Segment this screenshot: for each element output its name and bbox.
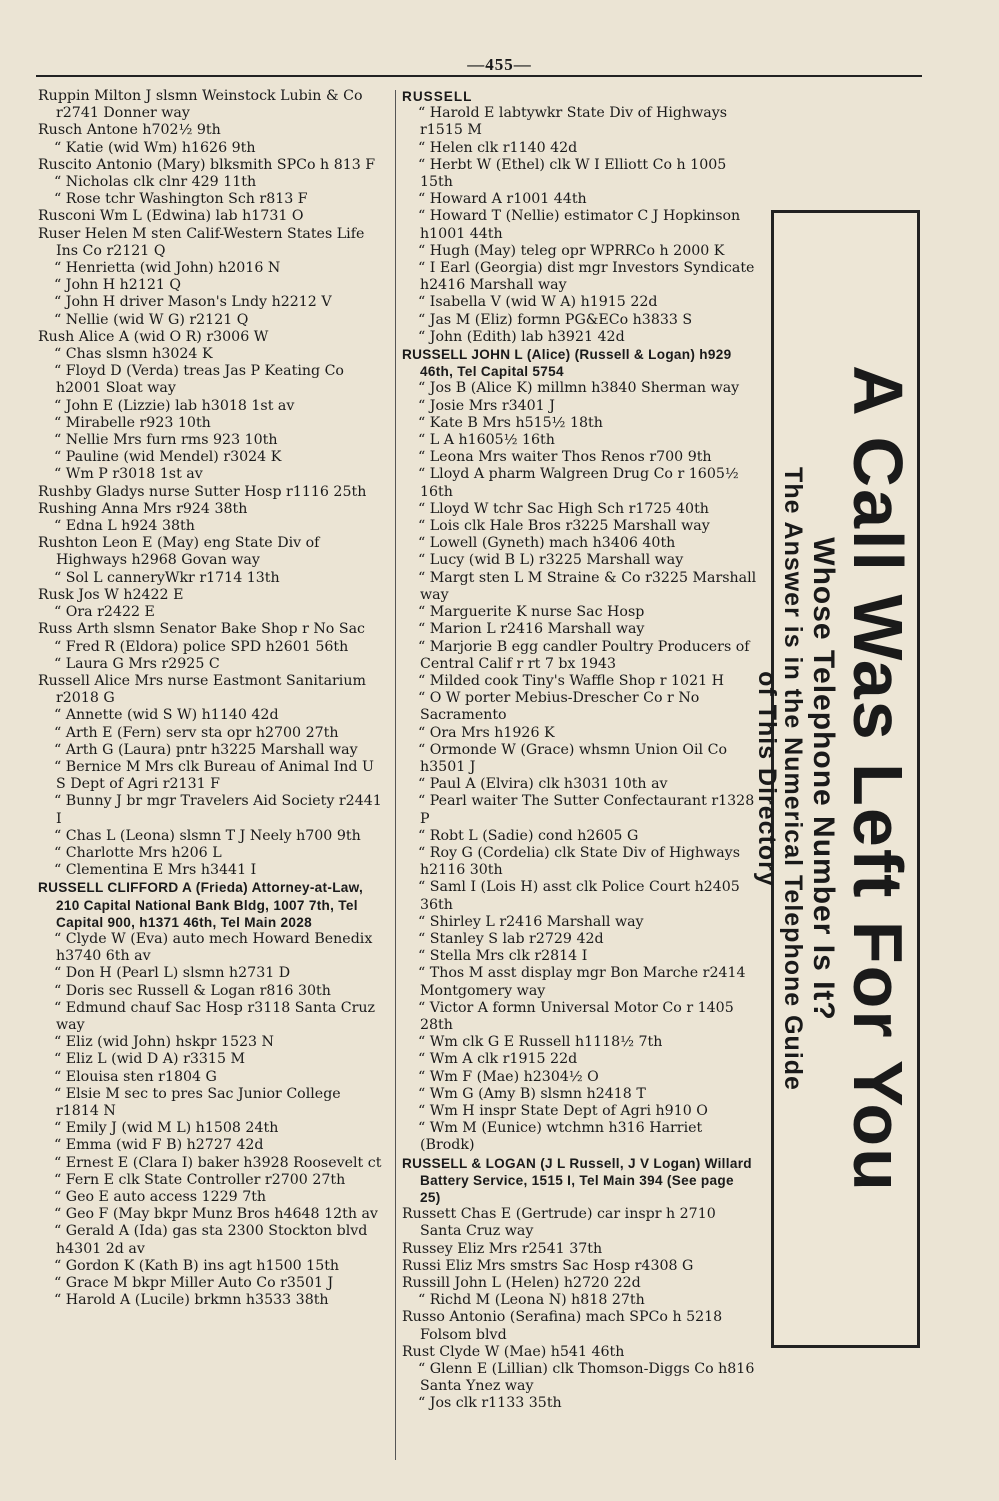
right-column	[402, 88, 757, 1413]
directory-entry: “ Lucy (wid B L) r3225 Marshall way	[418, 552, 684, 569]
directory-entry: “ Ernest E (Clara I) baker h3928 Roosevelt ct	[54, 1154, 382, 1171]
ad-line-1: Whose Telephone Number Is It?	[806, 537, 840, 1021]
directory-entry: “ Saml I (Lois H) asst clk Police Court h2405 36th	[418, 879, 740, 913]
directory-entry: “ Margt sten L M Straine & Co r3225 Marshall way	[418, 569, 757, 603]
ad-title: A Call Was Left For You	[838, 365, 917, 1193]
left-column	[38, 88, 388, 1309]
directory-entry: “ Helen clk r1140 42d	[418, 139, 578, 156]
directory-entry: “ Don H (Pearl L) slsmn h2731 D	[54, 965, 291, 982]
directory-entry: “ Clyde W (Eva) auto mech Howard Benedix h3740 6th av	[54, 930, 373, 965]
directory-entry: “ Rose tchr Washington Sch r813 F	[54, 191, 308, 208]
directory-entry: “ Lloyd A pharm Walgreen Drug Co r 1605½ 16th	[418, 466, 739, 500]
directory-entry: “ Elsie M sec to pres Sac Junior College r1814 N	[54, 1085, 341, 1119]
directory-entry: “ Josie Mrs r3401 J	[418, 397, 555, 414]
directory-entry-bold: RUSSELL CLIFFORD A (Frieda) Attorney-at-Law, 210 Capital National Bank Bldg, 1007 7th, Tel Capital 900, h1371 46th, Tel Main 2028	[38, 880, 364, 930]
directory-entry: “ Richd M (Leona N) h818 27th	[418, 1292, 645, 1309]
directory-entry: “ Ora Mrs h1926 K	[418, 724, 555, 741]
ad-line-2: The Answer is in the Numerical Telephone Guide	[778, 467, 807, 1091]
directory-entry: “ Henrietta (wid John) h2016 N	[54, 260, 281, 277]
directory-entry: “ Kate B Mrs h515½ 18th	[418, 414, 603, 431]
directory-entry: “ Lowell (Gyneth) mach h3406 40th	[418, 535, 676, 552]
directory-entry: “ Ormonde W (Grace) whsmn Union Oil Co h3501 J	[418, 741, 727, 775]
directory-entry: “ Jos B (Alice K) millmn h3840 Sherman way	[418, 380, 740, 397]
directory-entry: “ Wm M (Eunice) wtchmn h316 Harriet (Brodk)	[418, 1120, 703, 1154]
directory-entry: “ Eliz L (wid D A) r3315 M	[54, 1051, 246, 1068]
directory-entry: “ Edna L h924 38th	[54, 518, 195, 535]
directory-entry: “ Lloyd W tchr Sac High Sch r1725 40th	[418, 500, 709, 517]
directory-entry: “ Floyd D (Verda) treas Jas P Keating Co h2001 Sloat way	[54, 363, 344, 397]
directory-entry: “ Paul A (Elvira) clk h3031 10th av	[418, 776, 668, 793]
header-rule	[36, 75, 922, 77]
directory-entry: “ Howard A r1001 44th	[418, 191, 587, 208]
directory-entry: Russ Arth slsmn Senator Bake Shop r No Sac	[38, 621, 365, 638]
directory-entry: “ Wm H inspr State Dept of Agri h910 O	[418, 1102, 708, 1119]
directory-entry: “ Arth G (Laura) pntr h3225 Marshall way	[54, 741, 358, 758]
directory-entry: “ Eliz (wid John) hskpr 1523 N	[54, 1034, 274, 1051]
directory-entry: Rushby Gladys nurse Sutter Hosp r1116 25th	[38, 483, 367, 500]
directory-entry: “ Jas M (Eliz) formn PG&ECo h3833 S	[418, 311, 693, 328]
directory-entry: “ Robt L (Sadie) cond h2605 G	[418, 827, 639, 844]
advertisement-text	[752, 229, 917, 1329]
directory-entry: “ Marjorie B egg candler Poultry Producers of Central Calif r rt 7 bx 1943	[418, 638, 750, 672]
directory-entry: “ Herbt W (Ethel) clk W I Elliott Co h 1005 15th	[418, 156, 727, 191]
directory-entry: “ Milded cook Tiny's Waffle Shop r 1021 H	[418, 672, 725, 689]
directory-entry: “ Gerald A (Ida) gas sta 2300 Stockton blvd h4301 2d av	[54, 1223, 368, 1257]
directory-entry: “ Marion L r2416 Marshall way	[418, 621, 645, 638]
directory-entry: “ Victor A formn Universal Motor Co r 1405 28th	[418, 999, 734, 1033]
directory-entry: Rush Alice A (wid O R) r3006 W	[38, 328, 269, 345]
directory-entry: “ John H h2121 Q	[54, 277, 182, 294]
directory-entry: “ Emily J (wid M L) h1508 24th	[54, 1120, 279, 1137]
directory-entry: Russey Eliz Mrs r2541 37th	[402, 1240, 603, 1257]
directory-entry: “ Ora r2422 E	[54, 604, 155, 621]
directory-entry: “ Charlotte Mrs h206 L	[54, 844, 222, 861]
directory-entry: Rusch Antone h702½ 9th	[38, 122, 221, 139]
directory-entry: “ Glenn E (Lillian) clk Thomson-Diggs Co h816 Santa Ynez way	[418, 1361, 755, 1395]
directory-entry: “ Nellie (wid W G) r2121 Q	[54, 311, 249, 328]
directory-entry-bold: RUSSELL JOHN L (Alice) (Russell & Logan) h929 46th, Tel Capital 5754	[402, 347, 732, 380]
directory-entry: Russell Alice Mrs nurse Eastmont Sanitarium r2018 G	[38, 672, 366, 707]
directory-entry: “ O W porter Mebius-Drescher Co r No Sacramento	[418, 690, 700, 724]
directory-entry: “ Wm P r3018 1st av	[54, 466, 203, 483]
directory-entry: “ Stella Mrs clk r2814 I	[418, 948, 588, 965]
directory-entry: “ Nellie Mrs furn rms 923 10th	[54, 432, 278, 449]
directory-entry: “ Gordon K (Kath B) ins agt h1500 15th	[54, 1257, 340, 1274]
directory-entry: Ruppin Milton J slsmn Weinstock Lubin & Co r2741 Donner way	[38, 88, 363, 122]
directory-entry: “ Wm G (Amy B) slsmn h2418 T	[418, 1085, 646, 1102]
directory-entry: “ Katie (wid Wm) h1626 9th	[54, 139, 256, 156]
directory-entry: “ Hugh (May) teleg opr WPRRCo h 2000 K	[418, 242, 725, 259]
directory-entry: “ Geo F (May bkpr Munz Bros h4648 12th av	[54, 1206, 378, 1223]
directory-entry: “ Mirabelle r923 10th	[54, 414, 211, 431]
directory-entry: “ Shirley L r2416 Marshall way	[418, 913, 644, 930]
ad-line-3: of This Directory	[752, 671, 781, 887]
directory-entry: “ Leona Mrs waiter Thos Renos r700 9th	[418, 449, 712, 466]
directory-entry: “ Bunny J br mgr Travelers Aid Society r2441 I	[54, 793, 382, 827]
directory-entry: “ Sol L canneryWkr r1714 13th	[54, 569, 280, 586]
directory-entry: “ Clementina E Mrs h3441 I	[54, 862, 257, 879]
advertisement-box	[752, 210, 920, 1348]
directory-entry: “ Marguerite K nurse Sac Hosp	[418, 604, 645, 621]
directory-entry: Russo Antonio (Serafina) mach SPCo h 5218 Folsom blvd	[402, 1309, 723, 1343]
directory-entry: Russett Chas E (Gertrude) car inspr h 2710 Santa Cruz way	[402, 1206, 716, 1240]
directory-entry: “ Stanley S lab r2729 42d	[418, 930, 604, 947]
directory-entry: “ Howard T (Nellie) estimator C J Hopkinson h1001 44th	[418, 208, 741, 242]
directory-entry: “ Chas L (Leona) slsmn T J Neely h700 9th	[54, 827, 361, 844]
directory-entry: “ L A h1605½ 16th	[418, 432, 555, 449]
directory-entry: “ Edmund chauf Sac Hosp r3118 Santa Cruz way	[54, 999, 376, 1033]
directory-entry: “ Pearl waiter The Sutter Confectaurant r1328 P	[418, 793, 755, 827]
directory-entry: “ John E (Lizzie) lab h3018 1st av	[54, 397, 295, 414]
directory-entry: “ John H driver Mason's Lndy h2212 V	[54, 294, 332, 311]
directory-entry: “ Emma (wid F B) h2727 42d	[54, 1137, 264, 1154]
directory-entry: Rust Clyde W (Mae) h541 46th	[402, 1343, 625, 1360]
directory-entry: “ John (Edith) lab h3921 42d	[418, 328, 625, 345]
page-number: —455—	[467, 55, 532, 74]
directory-entry: “ Harold E labtywkr State Div of Highways r1515 M	[418, 105, 727, 139]
directory-entry: “ Wm F (Mae) h2304½ O	[418, 1068, 599, 1085]
directory-entry: Russill John L (Helen) h2720 22d	[402, 1275, 641, 1292]
directory-entry: “ Jos clk r1133 35th	[418, 1395, 562, 1412]
directory-entry: “ Thos M asst display mgr Bon Marche r2414 Montgomery way	[418, 965, 746, 999]
directory-entry-bold: RUSSELL & LOGAN (J L Russell, J V Logan) Willard Battery Service, 1515 I, Tel Main 394 (See page 25)	[402, 1155, 752, 1205]
directory-entry: Rushing Anna Mrs r924 38th	[38, 500, 248, 517]
directory-entry: “ Elouisa sten r1804 G	[54, 1068, 217, 1085]
directory-entry: “ Wm A clk r1915 22d	[418, 1051, 578, 1068]
directory-entry: “ Bernice M Mrs clk Bureau of Animal Ind U S Dept of Agri r2131 F	[54, 758, 374, 793]
directory-entry: “ Geo E auto access 1229 7th	[54, 1189, 267, 1205]
directory-entry: “ Fred R (Eldora) police SPD h2601 56th	[54, 638, 349, 655]
directory-entry: “ Wm clk G E Russell h1118½ 7th	[418, 1034, 663, 1051]
directory-entry: “ Nicholas clk clnr 429 11th	[54, 174, 257, 191]
right-column-header: RUSSELL	[402, 89, 473, 104]
directory-entry: “ Chas slsmn h3024 K	[54, 346, 213, 363]
directory-entry: “ Annette (wid S W) h1140 42d	[54, 707, 279, 724]
directory-entry: “ Roy G (Cordelia) clk State Div of Highways h2116 30th	[418, 844, 740, 879]
directory-entry: “ I Earl (Georgia) dist mgr Investors Syndicate h2416 Marshall way	[418, 260, 755, 294]
directory-entry: “ Pauline (wid Mendel) r3024 K	[54, 449, 282, 466]
directory-entry: “ Laura G Mrs r2925 C	[54, 655, 220, 672]
directory-entry: “ Fern E clk State Controller r2700 27th	[54, 1171, 346, 1188]
directory-entry: Rushton Leon E (May) eng State Div of Highways h2968 Govan way	[38, 535, 320, 569]
directory-entry: Rusconi Wm L (Edwina) lab h1731 O	[38, 208, 304, 225]
directory-entry: “ Isabella V (wid W A) h1915 22d	[418, 294, 658, 311]
directory-entry: Rusk Jos W h2422 E	[38, 586, 184, 603]
directory-entry: “ Harold A (Lucile) brkmn h3533 38th	[54, 1292, 329, 1309]
directory-entry: “ Grace M bkpr Miller Auto Co r3501 J	[54, 1275, 334, 1292]
column-divider	[395, 90, 396, 1460]
directory-entry: “ Arth E (Fern) serv sta opr h2700 27th	[54, 724, 339, 741]
directory-entry: “ Lois clk Hale Bros r3225 Marshall way	[418, 518, 710, 535]
directory-entry: Ruscito Antonio (Mary) blksmith SPCo h 813 F	[38, 156, 376, 173]
directory-entry: Ruser Helen M sten Calif-Western States Life Ins Co r2121 Q	[38, 225, 365, 259]
directory-entry: “ Doris sec Russell & Logan r816 30th	[54, 982, 331, 999]
directory-entry: Russi Eliz Mrs smstrs Sac Hosp r4308 G	[402, 1257, 694, 1274]
